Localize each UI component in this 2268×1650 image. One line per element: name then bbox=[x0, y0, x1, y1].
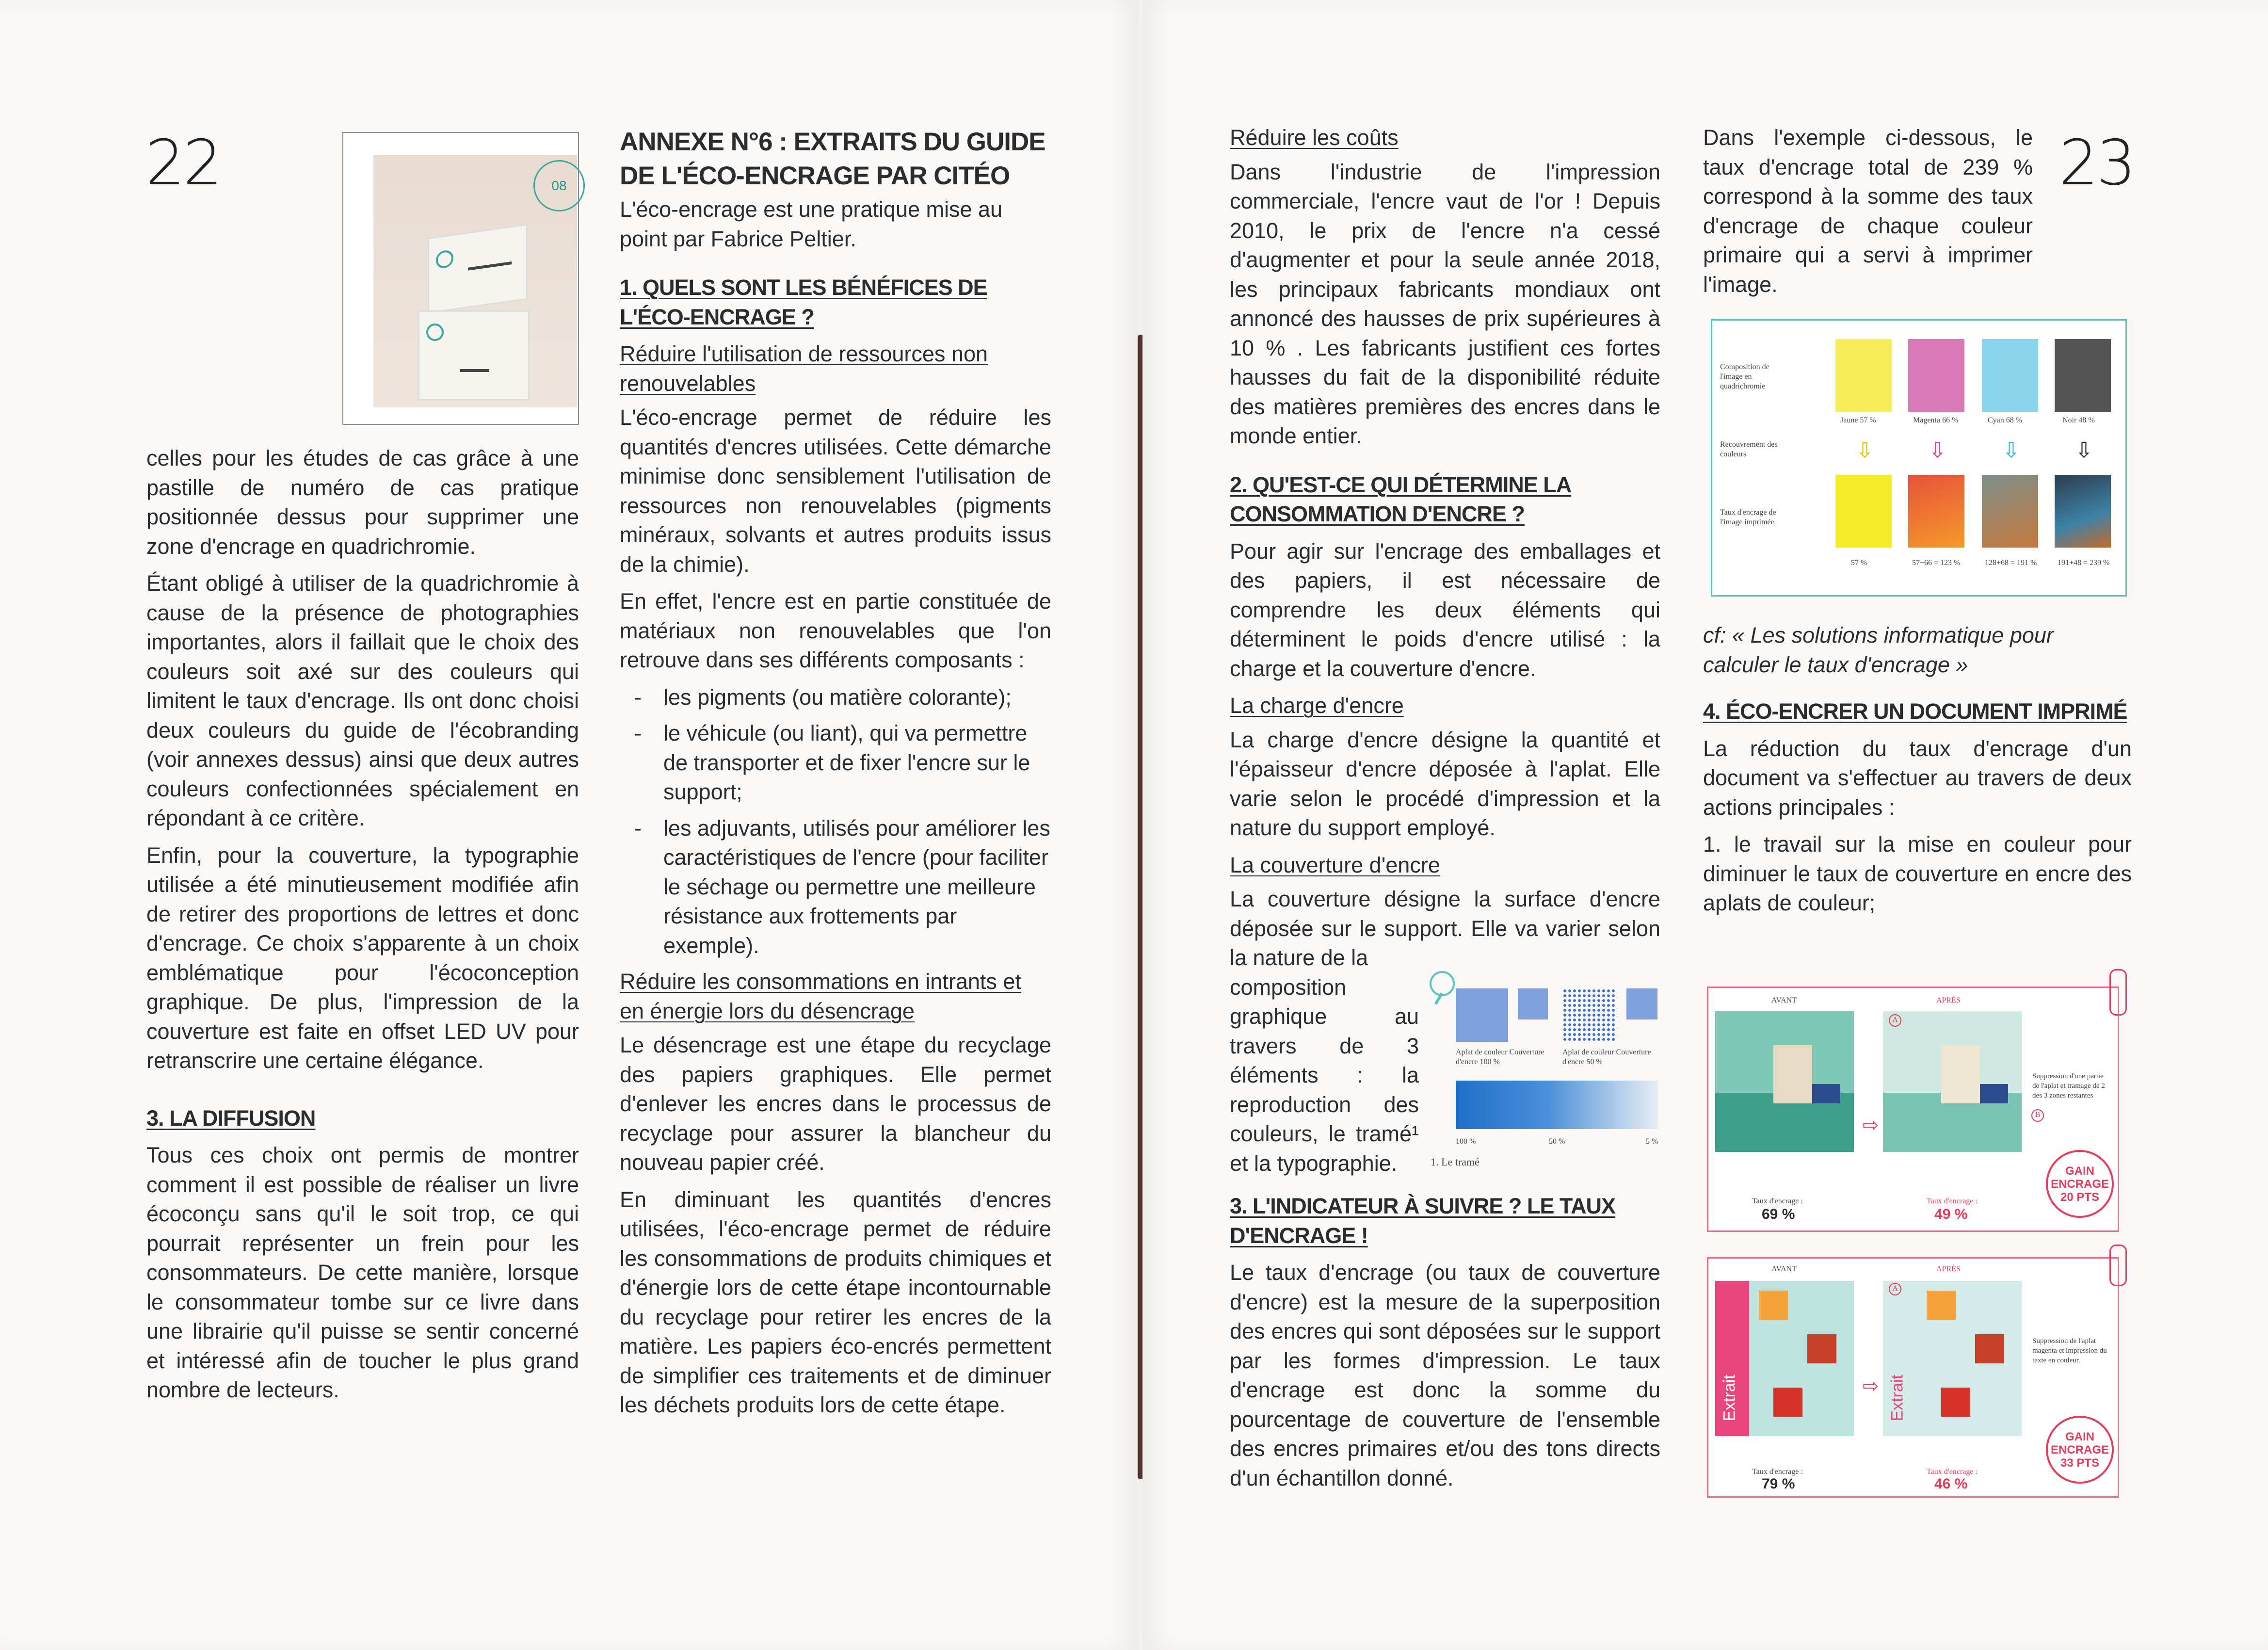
composite-cmyk bbox=[2055, 475, 2111, 548]
before-label: AVANT bbox=[1771, 1265, 1797, 1273]
row-label: Taux d'encrage de l'image imprimée bbox=[1720, 508, 1776, 526]
box-label-line bbox=[468, 261, 512, 271]
section-heading: 2. QU'EST-CE QUI DÉTERMINE LA CONSOMMATION D'ENCRE ? bbox=[1230, 472, 1572, 526]
cover-tile bbox=[1759, 1291, 1788, 1320]
down-arrow-icon: ⇩ bbox=[2075, 438, 2093, 462]
page-number-right: 23 bbox=[2059, 127, 2134, 199]
paragraph: Pour agir sur l'encrage des emballages et des papiers, il est nécessaire de comprendre les deux éléments qui déterminent le poids d'encre utilisé : la charge et la couverture d'encre. bbox=[1230, 538, 1660, 681]
paragraph-wrapped: composition graphique au travers de 3 éléments : la reproduction des couleurs, le tramé¹ et la typographie. bbox=[1230, 974, 1419, 1176]
cover-title: Extrait bbox=[1720, 1375, 1739, 1422]
rate-before: 69 % bbox=[1762, 1206, 1795, 1222]
row-label: Recouvrement des couleurs bbox=[1720, 440, 1778, 458]
rate-label: 57 % bbox=[1851, 559, 1867, 567]
paragraph: En effet, l'encre est en partie constituée de matériaux non renouvelables que l'on retrouve dans ses différents composants : bbox=[620, 589, 1051, 672]
cover-title: Extrait bbox=[1888, 1375, 1907, 1422]
rate-label: 128+68 = 191 % bbox=[1985, 559, 2037, 567]
down-arrow-icon: ⇩ bbox=[1929, 438, 1946, 462]
rate-label: Taux d'encrage : bbox=[1927, 1468, 1978, 1476]
after-cover bbox=[1883, 1281, 2022, 1436]
composite-yellow bbox=[1835, 475, 1892, 548]
rate-label: 191+48 = 239 % bbox=[2058, 559, 2110, 567]
rate-label: Taux d'encrage : bbox=[1927, 1197, 1978, 1205]
before-label: AVANT bbox=[1771, 996, 1797, 1004]
row-label: Composition de l'image en quadrichromie bbox=[1720, 363, 1769, 390]
right-page bbox=[1142, 0, 2268, 1650]
sub-heading: Réduire l'utilisation de ressources non renouvelables bbox=[620, 341, 988, 396]
marker-a: A bbox=[1889, 1014, 1901, 1027]
gain-badge: GAIN ENCRAGE 20 PTS bbox=[2046, 1150, 2114, 1218]
mockup-paper bbox=[1773, 1045, 1812, 1103]
after-mockup bbox=[1883, 1011, 2022, 1152]
cyan-plate bbox=[1982, 339, 2038, 412]
cover-tile bbox=[1927, 1291, 1956, 1320]
plate-label: Noir 48 % bbox=[2062, 416, 2095, 424]
magenta-plate bbox=[1908, 339, 1964, 412]
rate-after: 49 % bbox=[1934, 1206, 1968, 1222]
sub-heading: La charge d'encre bbox=[1230, 693, 1404, 718]
paragraph: Le désencrage est une étape du recyclage des papiers graphiques. Elle permet d'enlever les encres dans le processus de recyclage pour assurer la blancheur du nouveau papier créé. bbox=[620, 1033, 1051, 1175]
paragraph: Dans l'industrie de l'impression commerciale, l'encre vaut de l'or ! Depuis 2010, le prix de l'encre n'a cessé d'augmenter et pour la seule année 2018, les principaux fabricants mondiaux ont annoncé des hausses de prix supérieures à 10 % . Les fabricants justifient ces fortes hausses du fait de la disponibilité réduite des matières premières des encres dans le monde entier. bbox=[1230, 159, 1660, 448]
sub-heading: Réduire les consommations en intrants et en énergie lors du désencrage bbox=[620, 969, 1021, 1023]
yellow-plate bbox=[1835, 339, 1892, 412]
paragraph: Le taux d'encrage (ou taux de couverture d'encre) est la mesure de la superposition des encres qui sont déposées sur le support par les formes d'impression. Le taux d'encrage est donc la somme du pourcentage de couverture de l'ensemble des encres primaires et/ou des tons directs d'un échantillon donné. bbox=[1230, 1260, 1660, 1490]
composite-yellow-magenta bbox=[1908, 475, 1964, 548]
after-label: APRÈS bbox=[1936, 1265, 1961, 1273]
composite-ymc bbox=[1982, 475, 2038, 548]
paragraph: En diminuant les quantités d'encres utilisées, l'éco-encrage permet de réduire les consommations de produits chimiques et d'énergie lors de cette étape incontournable du recyclage pour retirer les encres de la matière. Les papiers éco-encrés permettent de simplifier ces traitements et de diminuer les déchets produits lors de cette étape. bbox=[620, 1187, 1051, 1417]
rate-label: Taux d'encrage : bbox=[1752, 1468, 1803, 1476]
rate-label: 57+66 = 123 % bbox=[1912, 559, 1961, 567]
paragraph: Dans l'exemple ci-dessous, le taux d'encrage total de 239 % correspond à la somme des taux d'encrage de chaque couleur primaire qui a servi à imprimer l'image. bbox=[1703, 125, 2033, 297]
alert-icon bbox=[2109, 1245, 2127, 1286]
after-label: APRÈS bbox=[1936, 996, 1961, 1004]
plate-label: Jaune 57 % bbox=[1840, 416, 1876, 424]
marker-a: A bbox=[1889, 1283, 1901, 1295]
before-mockup bbox=[1715, 1011, 1854, 1152]
rate-label: Taux d'encrage : bbox=[1752, 1197, 1803, 1205]
case-note: Suppression d'une partie de l'aplat et tramage de 2 des 3 zones restantes bbox=[2032, 1072, 2105, 1100]
mockup-paper bbox=[1941, 1045, 1980, 1103]
photo-background bbox=[373, 155, 577, 407]
paragraph: La couverture désigne la surface d'encre déposée sur le support. Elle va varier selon la nature de la bbox=[1230, 887, 1660, 970]
paragraph: Étant obligé à utiliser de la quadrichromie à cause de la présence de photographies importantes, alors il faillait que le choix des couleurs soit axé sur des couleurs qui limitent le taux d'encrage. Ils ont donc choisi deux couleurs du guide de l'écobranding (voir annexes dessus) ainsi que deux autres couleurs confectionnées spécialement en répondant à ce critère. bbox=[146, 571, 579, 830]
trame-figure bbox=[1432, 971, 1675, 1175]
section-heading: 3. L'INDICATEUR À SUIVRE ? LE TAUX D'ENCRAGE ! bbox=[1230, 1194, 1616, 1248]
case-number-stamp: 08 bbox=[533, 160, 585, 211]
list-item: - le véhicule (ou liant), qui va permettre de transporter et de fixer l'encre sur le support; bbox=[620, 719, 1051, 807]
box-label-line bbox=[460, 369, 489, 372]
magnifier-icon bbox=[1430, 971, 1455, 996]
swatch-label: Aplat de couleur Couverture d'encre 50 % bbox=[1562, 1048, 1651, 1066]
black-plate bbox=[2055, 339, 2111, 412]
case-study-figure-1 bbox=[1707, 987, 2119, 1232]
gain-badge: GAIN ENCRAGE 33 PTS bbox=[2046, 1416, 2114, 1484]
photo-box-top bbox=[428, 224, 528, 314]
left-column-2 bbox=[620, 125, 1051, 1428]
scale-label: 100 % bbox=[1456, 1137, 1476, 1146]
cover-tile bbox=[1975, 1334, 2004, 1363]
rate-before: 79 % bbox=[1762, 1476, 1795, 1492]
left-column-1 bbox=[146, 444, 579, 1413]
cover-tile bbox=[1807, 1334, 1836, 1363]
ink-rate-bird-figure bbox=[1711, 319, 2127, 597]
figure-caption: 1. Le tramé bbox=[1431, 1156, 1480, 1168]
solid-swatch-small bbox=[1518, 988, 1548, 1019]
paragraph: L'éco-encrage est une pratique mise au point par Fabrice Peltier. bbox=[620, 197, 1003, 251]
photo-box-bottom bbox=[418, 310, 530, 401]
mockup-screen bbox=[1980, 1084, 2008, 1103]
section-heading: 4. ÉCO-ENCRER UN DOCUMENT IMPRIMÉ bbox=[1703, 699, 2127, 724]
reference-note: cf: « Les solutions informatique pour calculer le taux d'encrage » bbox=[1703, 623, 2054, 677]
rate-after: 46 % bbox=[1934, 1476, 1968, 1492]
halftone-swatch bbox=[1562, 988, 1617, 1042]
swatch-label: Aplat de couleur Couverture d'encre 100 % bbox=[1456, 1048, 1544, 1066]
down-arrow-icon: ⇩ bbox=[2002, 438, 2020, 462]
tint-gradient bbox=[1456, 1081, 1658, 1129]
paragraph: La charge d'encre désigne la quantité et l'épaisseur d'encre déposée à l'aplat. Elle varie selon le procédé d'impression et la nature du support employé. bbox=[1230, 727, 1660, 840]
bullet-list bbox=[620, 683, 1051, 961]
paragraph: 1. le travail sur la mise en couleur pour diminuer le taux de couverture en encre des aplats de couleur; bbox=[1703, 832, 2132, 915]
section-heading: 1. QUELS SONT LES BÉNÉFICES DE L'ÉCO-ENCRAGE ? bbox=[620, 275, 987, 329]
box-logo-icon bbox=[426, 324, 444, 341]
paragraph: celles pour les études de cas grâce à une pastille de numéro de cas pratique positionnée dessus pour supprimer une zone d'encrage en quadrichromie. bbox=[146, 446, 579, 559]
paragraph: Enfin, pour la couverture, la typographie utilisée a été minutieusement modifiée afin de retirer des proportions de lettres et donc d'encrage. Ce choix s'apparente à un choix emblématique pour l'écoconception graphique. De plus, l'impression de la couverture est faite en offset LED UV pour retranscrire une certaine élégance. bbox=[146, 842, 579, 1073]
case-study-photo bbox=[342, 132, 579, 425]
down-arrow-icon: ⇩ bbox=[1856, 438, 1874, 462]
annex-title: ANNEXE N°6 : EXTRAITS DU GUIDE DE L'ÉCO-ENCRAGE PAR CITÉO bbox=[620, 128, 1046, 190]
before-cover bbox=[1715, 1281, 1854, 1436]
case-note: Suppression de l'aplat magenta et impression du texte en couleur. bbox=[2032, 1337, 2107, 1364]
marker-b: B bbox=[2031, 1109, 2044, 1122]
mockup-screen bbox=[1812, 1084, 1840, 1103]
section-heading: 3. LA DIFFUSION bbox=[146, 1105, 316, 1131]
scale-label: 50 % bbox=[1549, 1137, 1565, 1146]
paragraph: Tous ces choix ont permis de montrer comment il est possible de réaliser un livre écoconçu sans qu'il le soit trop, ce qui pourrait représenter un frein pour les consommateurs. De cette manière, lorsque le consommateur tombe sur ce livre dans une librairie qu'il puisse se sentir concerné et intéressé afin de toucher le plus grand nombre de lecteurs. bbox=[146, 1143, 579, 1402]
scale-label: 5 % bbox=[1646, 1137, 1658, 1146]
right-column-2-lower bbox=[1703, 621, 2132, 926]
list-item: - les adjuvants, utilisés pour améliorer les caractéristiques de l'encre (pour faciliter le séchage ou permettre une meilleure résistance aux frottements par exemple). bbox=[620, 814, 1051, 961]
right-column-2 bbox=[1703, 123, 2135, 307]
box-logo-icon bbox=[436, 249, 453, 269]
alert-icon bbox=[2109, 969, 2127, 1016]
sub-heading: La couverture d'encre bbox=[1230, 852, 1440, 877]
sub-heading: Réduire les coûts bbox=[1230, 125, 1399, 150]
paragraph: L'éco-encrage permet de réduire les quantités d'encres utilisées. Cette démarche minimise donc sensiblement l'utilisation de ressources non renouvelables (pigments minéraux, solvants et autres produits issus de la chimie). bbox=[620, 405, 1051, 577]
right-arrow-icon: ⇨ bbox=[1863, 1115, 1879, 1136]
case-study-figure-2 bbox=[1707, 1257, 2119, 1498]
plate-label: Magenta 66 % bbox=[1913, 416, 1959, 424]
solid-swatch-small-2 bbox=[1626, 988, 1657, 1019]
page-number-left: 22 bbox=[145, 127, 221, 199]
plate-label: Cyan 68 % bbox=[1988, 416, 2023, 424]
solid-swatch-large bbox=[1456, 988, 1508, 1042]
cover-tile bbox=[1941, 1388, 1970, 1417]
right-column-1 bbox=[1230, 123, 1660, 1501]
cover-tile bbox=[1773, 1388, 1802, 1417]
paragraph: La réduction du taux d'encrage d'un document va s'effectuer au travers de deux actions principales : bbox=[1703, 736, 2132, 820]
right-arrow-icon: ⇨ bbox=[1863, 1375, 1879, 1397]
list-item: - les pigments (ou matière colorante); bbox=[620, 683, 1051, 712]
